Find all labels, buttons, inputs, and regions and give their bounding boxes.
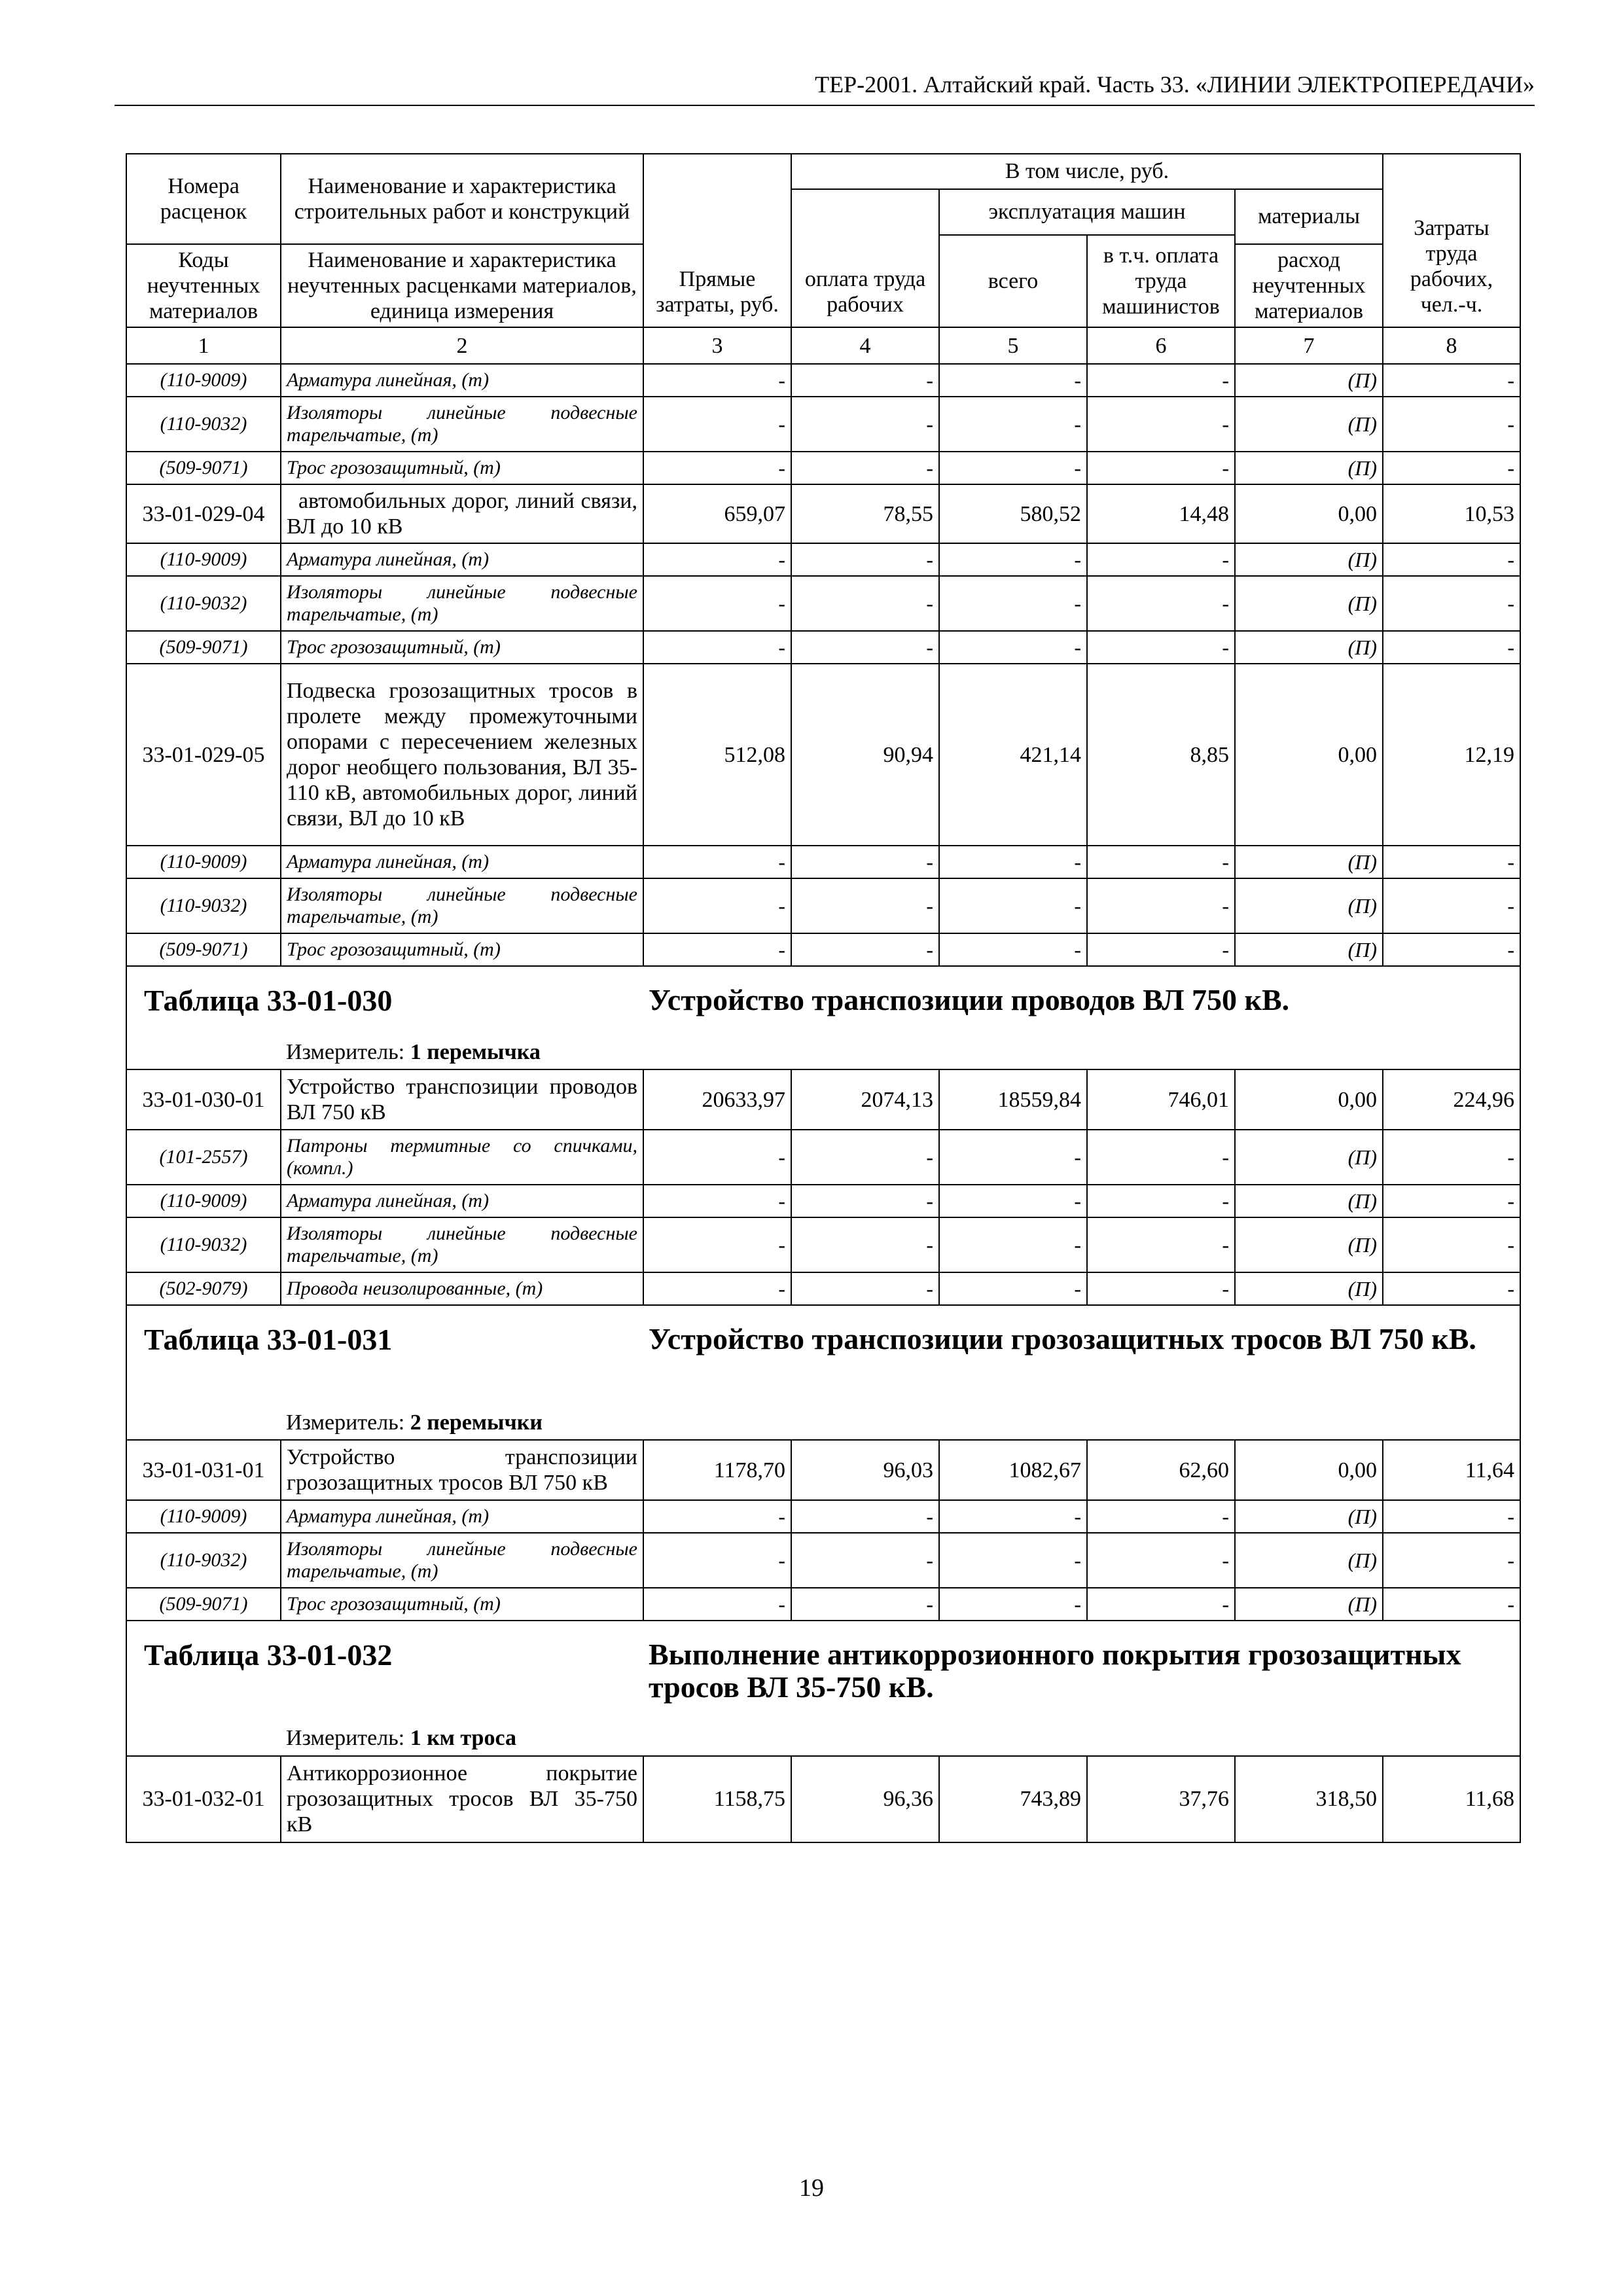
- column-numbers-row: [126, 327, 1520, 364]
- table-title: Устройство транспозиции грозозащитных тросов ВЛ 750 кВ.: [643, 1305, 1520, 1408]
- material-mark: (П): [1235, 1500, 1383, 1533]
- price-table: [126, 153, 1521, 1843]
- col-header-4: оплата труда рабочих: [791, 189, 939, 327]
- material-mark: (П): [1235, 878, 1383, 933]
- cell-dash: -: [939, 1130, 1087, 1185]
- cell-dash: -: [939, 1533, 1087, 1588]
- cell-dash: -: [643, 1185, 791, 1217]
- cell-dash: -: [791, 1130, 939, 1185]
- table-title-row: [126, 966, 1520, 1038]
- cell-dash: -: [791, 1185, 939, 1217]
- meter: [281, 1038, 643, 1069]
- cell-dash: -: [1383, 933, 1520, 966]
- material-row: [126, 1272, 1520, 1305]
- cell-dash: -: [643, 1130, 791, 1185]
- col-header-6: в т.ч. оплата труда машинистов: [1087, 235, 1235, 327]
- labor-pay: 96,36: [791, 1756, 939, 1842]
- meter-row: [126, 1038, 1520, 1069]
- cell-dash: -: [1087, 878, 1235, 933]
- table-number: Таблица 33-01-032: [126, 1621, 643, 1724]
- material-row: [126, 1533, 1520, 1588]
- col-header-1-top: Номера расценок: [126, 154, 281, 244]
- material-row: [126, 543, 1520, 576]
- page-number: 19: [799, 2174, 824, 2202]
- cell-dash: -: [1087, 1272, 1235, 1305]
- material-name: Трос грозозащитный, (т): [281, 631, 643, 664]
- material-name: Изоляторы линейные подвесные тарельчатые, (т): [281, 878, 643, 933]
- machinist-pay: 14,48: [1087, 484, 1235, 543]
- labor-hours: 11,64: [1383, 1440, 1520, 1500]
- cell-dash: -: [1383, 846, 1520, 878]
- cell-dash: -: [791, 878, 939, 933]
- rate-code: 33-01-031-01: [126, 1440, 281, 1500]
- material-code: (110-9032): [126, 397, 281, 452]
- cell-dash: -: [643, 846, 791, 878]
- cell-dash: -: [1383, 1272, 1520, 1305]
- rate-name: Устройство транспозиции проводов ВЛ 750 кВ: [281, 1069, 643, 1130]
- labor-hours: 224,96: [1383, 1069, 1520, 1130]
- material-name: Трос грозозащитный, (т): [281, 1588, 643, 1621]
- cell-dash: -: [1383, 1500, 1520, 1533]
- col-header-1-bottom: Коды неучтенных материалов: [126, 244, 281, 327]
- cell-dash: -: [1383, 1130, 1520, 1185]
- cell-dash: -: [939, 631, 1087, 664]
- cell-dash: -: [643, 397, 791, 452]
- cell-dash: -: [1087, 543, 1235, 576]
- material-name: Арматура линейная, (т): [281, 543, 643, 576]
- material-code: (110-9009): [126, 1185, 281, 1217]
- rate-row: [126, 1440, 1520, 1500]
- cell-dash: -: [791, 397, 939, 452]
- cell-dash: -: [643, 1500, 791, 1533]
- cell-dash: -: [1383, 1588, 1520, 1621]
- cell-dash: -: [1087, 397, 1235, 452]
- material-mark: (П): [1235, 543, 1383, 576]
- cell-dash: -: [791, 1533, 939, 1588]
- col-header-2-bottom: Наименование и характеристика неучтенных расценками материалов, единица измерения: [281, 244, 643, 327]
- material-row: [126, 364, 1520, 397]
- col-header-3: Прямые затраты, руб.: [643, 154, 791, 327]
- cell-dash: -: [643, 1588, 791, 1621]
- material-name: Изоляторы линейные подвесные тарельчатые, (т): [281, 1533, 643, 1588]
- meter-row: [126, 1724, 1520, 1755]
- material-mark: (П): [1235, 1130, 1383, 1185]
- machinist-pay: 8,85: [1087, 664, 1235, 846]
- rate-name: Устройство транспозиции грозозащитных тросов ВЛ 750 кВ: [281, 1440, 643, 1500]
- meter-label: Измеритель:: [286, 1040, 405, 1065]
- col-number: 4: [791, 327, 939, 364]
- direct-costs: 512,08: [643, 664, 791, 846]
- material-mark: (П): [1235, 1217, 1383, 1272]
- cell-dash: -: [791, 846, 939, 878]
- rate-code: 33-01-029-05: [126, 664, 281, 846]
- material-mark: (П): [1235, 1588, 1383, 1621]
- material-mark: (П): [1235, 631, 1383, 664]
- col-header-machines: эксплуатация машин: [939, 189, 1235, 235]
- cell-dash: -: [939, 543, 1087, 576]
- cell-dash: -: [1087, 631, 1235, 664]
- direct-costs: 1178,70: [643, 1440, 791, 1500]
- table-title: Устройство транспозиции проводов ВЛ 750 кВ.: [643, 966, 1520, 1038]
- table-number: Таблица 33-01-030: [126, 966, 643, 1038]
- meter-label: Измеритель:: [286, 1726, 405, 1751]
- cell-dash: -: [791, 631, 939, 664]
- cell-dash: -: [791, 1588, 939, 1621]
- col-number: 6: [1087, 327, 1235, 364]
- labor-pay: 2074,13: [791, 1069, 939, 1130]
- material-mark: (П): [1235, 364, 1383, 397]
- rate-name: Подвеска грозозащитных тросов в пролете между промежуточными опорами с пересечением железных дорог необщего пользования, ВЛ 35-110 кВ, автомобильных дорог, линий связи, ВЛ до 10 кВ: [281, 664, 643, 846]
- cell-dash: -: [1087, 452, 1235, 484]
- cell-dash: -: [643, 364, 791, 397]
- material-mark: (П): [1235, 397, 1383, 452]
- material-mark: (П): [1235, 1272, 1383, 1305]
- cell-dash: -: [643, 631, 791, 664]
- cell-dash: -: [1087, 1130, 1235, 1185]
- cell-dash: -: [1383, 878, 1520, 933]
- cell-dash: -: [643, 1272, 791, 1305]
- cell-dash: -: [939, 933, 1087, 966]
- material-code: (110-9032): [126, 576, 281, 631]
- col-number: 5: [939, 327, 1087, 364]
- direct-costs: 1158,75: [643, 1756, 791, 1842]
- material-row: [126, 878, 1520, 933]
- rate-row: [126, 484, 1520, 543]
- rate-code: 33-01-032-01: [126, 1756, 281, 1842]
- meter: [281, 1724, 643, 1755]
- machinist-pay: 746,01: [1087, 1069, 1235, 1130]
- material-mark: (П): [1235, 1533, 1383, 1588]
- cell-dash: -: [939, 397, 1087, 452]
- machinist-pay: 37,76: [1087, 1756, 1235, 1842]
- material-name: Провода неизолированные, (т): [281, 1272, 643, 1305]
- material-code: (502-9079): [126, 1272, 281, 1305]
- cell-dash: -: [1087, 1588, 1235, 1621]
- meter-row: [126, 1408, 1520, 1440]
- col-number: 3: [643, 327, 791, 364]
- cell-dash: -: [939, 576, 1087, 631]
- cell-dash: -: [1383, 397, 1520, 452]
- meter-value: 2 перемычки: [410, 1410, 543, 1435]
- material-name: Арматура линейная, (т): [281, 364, 643, 397]
- machinist-pay: 62,60: [1087, 1440, 1235, 1500]
- machines-total: 18559,84: [939, 1069, 1087, 1130]
- material-name: Изоляторы линейные подвесные тарельчатые, (т): [281, 576, 643, 631]
- cell-dash: -: [939, 452, 1087, 484]
- rate-row: [126, 1756, 1520, 1842]
- material-code: (110-9009): [126, 543, 281, 576]
- col-number: 7: [1235, 327, 1383, 364]
- material-name: Изоляторы линейные подвесные тарельчатые, (т): [281, 397, 643, 452]
- material-name: Изоляторы линейные подвесные тарельчатые, (т): [281, 1217, 643, 1272]
- labor-pay: 96,03: [791, 1440, 939, 1500]
- col-number: 1: [126, 327, 281, 364]
- col-number: 2: [281, 327, 643, 364]
- material-code: (110-9032): [126, 1533, 281, 1588]
- material-code: (101-2557): [126, 1130, 281, 1185]
- cell-dash: -: [1087, 1217, 1235, 1272]
- labor-hours: 12,19: [1383, 664, 1520, 846]
- material-row: [126, 1185, 1520, 1217]
- material-code: (509-9071): [126, 452, 281, 484]
- material-mark: (П): [1235, 1185, 1383, 1217]
- materials-cost: 0,00: [1235, 1069, 1383, 1130]
- cell-dash: -: [1383, 1217, 1520, 1272]
- material-row: [126, 397, 1520, 452]
- material-row: [126, 452, 1520, 484]
- direct-costs: 659,07: [643, 484, 791, 543]
- machines-total: 580,52: [939, 484, 1087, 543]
- machines-total: 743,89: [939, 1756, 1087, 1842]
- meter-value: 1 км троса: [410, 1726, 516, 1751]
- cell-dash: -: [1087, 933, 1235, 966]
- header-row-1: [126, 154, 1520, 189]
- cell-dash: -: [939, 1185, 1087, 1217]
- cell-dash: -: [791, 452, 939, 484]
- cell-dash: -: [791, 543, 939, 576]
- material-code: (110-9032): [126, 878, 281, 933]
- meter-label: Измеритель:: [286, 1410, 405, 1435]
- material-code: (509-9071): [126, 933, 281, 966]
- cell-dash: -: [939, 364, 1087, 397]
- cell-dash: -: [1383, 631, 1520, 664]
- materials-cost: 0,00: [1235, 484, 1383, 543]
- material-code: (509-9071): [126, 631, 281, 664]
- meter: [281, 1408, 643, 1440]
- machines-total: 421,14: [939, 664, 1087, 846]
- table-number: Таблица 33-01-031: [126, 1305, 643, 1408]
- rate-row: [126, 664, 1520, 846]
- material-name: Трос грозозащитный, (т): [281, 452, 643, 484]
- running-header: ТЕР-2001. Алтайский край. Часть 33. «ЛИНИИ ЭЛЕКТРОПЕРЕДАЧИ»: [115, 68, 1535, 106]
- material-code: (110-9009): [126, 846, 281, 878]
- material-row: [126, 631, 1520, 664]
- material-name: Трос грозозащитный, (т): [281, 933, 643, 966]
- rate-name: автомобильных дорог, линий связи, ВЛ до 10 кВ: [281, 484, 643, 543]
- machines-total: 1082,67: [939, 1440, 1087, 1500]
- rate-row: [126, 1069, 1520, 1130]
- material-name: Арматура линейная, (т): [281, 846, 643, 878]
- material-code: (110-9032): [126, 1217, 281, 1272]
- material-mark: (П): [1235, 576, 1383, 631]
- table-title-row: [126, 1621, 1520, 1724]
- cell-dash: -: [791, 364, 939, 397]
- cell-dash: -: [643, 878, 791, 933]
- cell-dash: -: [1383, 1533, 1520, 1588]
- cell-dash: -: [1087, 576, 1235, 631]
- material-row: [126, 933, 1520, 966]
- rate-name: Антикоррозионное покрытие грозозащитных тросов ВЛ 35-750 кВ: [281, 1756, 643, 1842]
- rate-code: 33-01-029-04: [126, 484, 281, 543]
- col-number: 8: [1383, 327, 1520, 364]
- cell-dash: -: [1087, 1533, 1235, 1588]
- col-header-8: Затраты труда рабочих, чел.-ч.: [1383, 154, 1520, 327]
- cell-dash: -: [939, 878, 1087, 933]
- cell-dash: -: [791, 1217, 939, 1272]
- cell-dash: -: [939, 1217, 1087, 1272]
- labor-pay: 78,55: [791, 484, 939, 543]
- material-row: [126, 1130, 1520, 1185]
- material-row: [126, 1588, 1520, 1621]
- cell-dash: -: [791, 933, 939, 966]
- cell-dash: -: [791, 576, 939, 631]
- material-mark: (П): [1235, 933, 1383, 966]
- cell-dash: -: [643, 933, 791, 966]
- table-title-row: [126, 1305, 1520, 1408]
- material-name: Арматура линейная, (т): [281, 1500, 643, 1533]
- col-header-included: В том числе, руб.: [791, 154, 1383, 189]
- material-code: (110-9009): [126, 1500, 281, 1533]
- meter-value: 1 перемычка: [410, 1040, 541, 1065]
- cell-dash: -: [1383, 543, 1520, 576]
- material-row: [126, 1217, 1520, 1272]
- cell-dash: -: [1087, 1185, 1235, 1217]
- cell-dash: -: [643, 576, 791, 631]
- cell-dash: -: [939, 1500, 1087, 1533]
- cell-dash: -: [939, 846, 1087, 878]
- cell-dash: -: [643, 543, 791, 576]
- col-header-2-top: Наименование и характеристика строительных работ и конструкций: [281, 154, 643, 244]
- col-header-materials: материалы: [1235, 189, 1383, 244]
- materials-cost: 0,00: [1235, 664, 1383, 846]
- cell-dash: -: [1087, 364, 1235, 397]
- cell-dash: -: [1383, 364, 1520, 397]
- labor-hours: 10,53: [1383, 484, 1520, 543]
- material-code: (509-9071): [126, 1588, 281, 1621]
- cell-dash: -: [1383, 1185, 1520, 1217]
- material-row: [126, 1500, 1520, 1533]
- cell-dash: -: [939, 1272, 1087, 1305]
- rate-code: 33-01-030-01: [126, 1069, 281, 1130]
- material-code: (110-9009): [126, 364, 281, 397]
- cell-dash: -: [643, 452, 791, 484]
- cell-dash: -: [939, 1588, 1087, 1621]
- col-header-7: расход неучтенных материалов: [1235, 244, 1383, 327]
- cell-dash: -: [643, 1533, 791, 1588]
- cell-dash: -: [643, 1217, 791, 1272]
- materials-cost: 318,50: [1235, 1756, 1383, 1842]
- table-title: Выполнение антикоррозионного покрытия грозозащитных тросов ВЛ 35-750 кВ.: [643, 1621, 1520, 1724]
- material-mark: (П): [1235, 846, 1383, 878]
- material-name: Арматура линейная, (т): [281, 1185, 643, 1217]
- labor-pay: 90,94: [791, 664, 939, 846]
- material-mark: (П): [1235, 452, 1383, 484]
- material-row: [126, 846, 1520, 878]
- material-name: Патроны термитные со спичками, (компл.): [281, 1130, 643, 1185]
- cell-dash: -: [1383, 452, 1520, 484]
- cell-dash: -: [791, 1272, 939, 1305]
- materials-cost: 0,00: [1235, 1440, 1383, 1500]
- cell-dash: -: [1087, 846, 1235, 878]
- material-row: [126, 576, 1520, 631]
- cell-dash: -: [1383, 576, 1520, 631]
- cell-dash: -: [1087, 1500, 1235, 1533]
- col-header-5: всего: [939, 235, 1087, 327]
- cell-dash: -: [791, 1500, 939, 1533]
- labor-hours: 11,68: [1383, 1756, 1520, 1842]
- direct-costs: 20633,97: [643, 1069, 791, 1130]
